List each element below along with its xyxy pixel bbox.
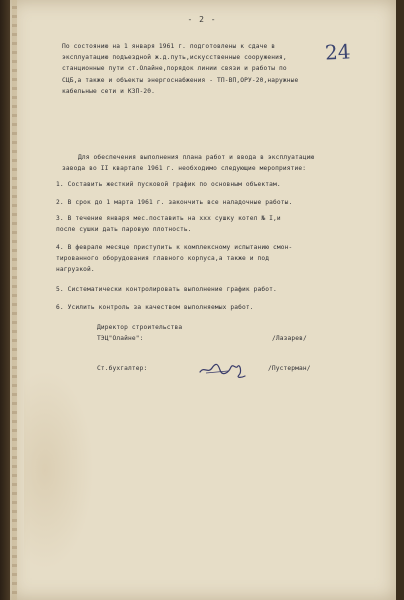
accountant-name <box>268 363 311 374</box>
signature-title: Директор строительства <box>97 324 183 331</box>
handwritten-signature <box>198 358 248 380</box>
paper-stain <box>24 370 94 570</box>
list-item: нагрузкой. <box>56 266 95 274</box>
text-line: Для обеспечения выполнения плана работ и ввода в эксплуатацию <box>78 154 315 161</box>
binding-strip <box>12 0 17 600</box>
item-4 <box>56 242 292 276</box>
list-item: после сушки дать паровую плотность. <box>56 226 192 234</box>
list-item: тированного оборудования главного корпуса,а также и под <box>56 255 270 263</box>
text-line: кабельные сети и КЗП-20. <box>62 87 156 95</box>
page-shadow-edge <box>0 0 10 600</box>
item-1 <box>56 179 281 190</box>
paragraph-status <box>62 41 298 97</box>
list-item: 1. Составить жесткий пусковой график по основным объектам. <box>56 181 281 188</box>
paragraph-measures-intro-cont <box>62 163 306 174</box>
text-line: завода во II квартале 1961 г. необходимо следующие мероприятие: <box>62 165 307 172</box>
handwritten-annotation: 24 <box>324 39 352 65</box>
signature-title: Ст.бухгалтер: <box>97 365 148 372</box>
text-line: По состоянию на 1 января 1961 г. подготовлены к сдаче в <box>62 43 276 50</box>
list-item: 5. Систематически контролировать выполнение график работ. <box>56 286 277 293</box>
list-item: 3. В течение января мес.поставить на ххх сушку котел № I,и <box>56 215 281 222</box>
page-number: - 2 - <box>187 15 217 24</box>
item-5 <box>56 284 277 295</box>
paragraph-measures-intro <box>78 152 314 163</box>
accountant-title <box>97 363 147 374</box>
director-name <box>272 333 307 344</box>
item-3 <box>56 213 281 235</box>
text-line: СЦБ,а также и объекты энергоснабжения - ТП-ВП,ОРУ-20,наружные <box>62 76 299 84</box>
item-6 <box>56 302 254 313</box>
list-item: 2. В срок до 1 марта 1961 г. закончить все наладочные работы. <box>56 199 293 206</box>
list-item: 4. В феврале месяце приступить к комплексному испытанию смон- <box>56 244 293 251</box>
item-2 <box>56 197 292 208</box>
signature-title: ТЭЦ"Олайне": <box>97 335 144 343</box>
list-item: 6. Усилить контроль за качеством выполняемых работ. <box>56 304 254 311</box>
text-line: станционные пути ст.Олайне,порядок линии связи и работы по <box>62 65 287 73</box>
director-title <box>97 322 182 344</box>
signatory-name: /Лазарев/ <box>272 335 307 342</box>
signatory-name: /Пустерман/ <box>268 365 311 372</box>
text-line: эксплуатацию подъездной ж.д.путь,искусственные сооружения, <box>62 54 287 62</box>
